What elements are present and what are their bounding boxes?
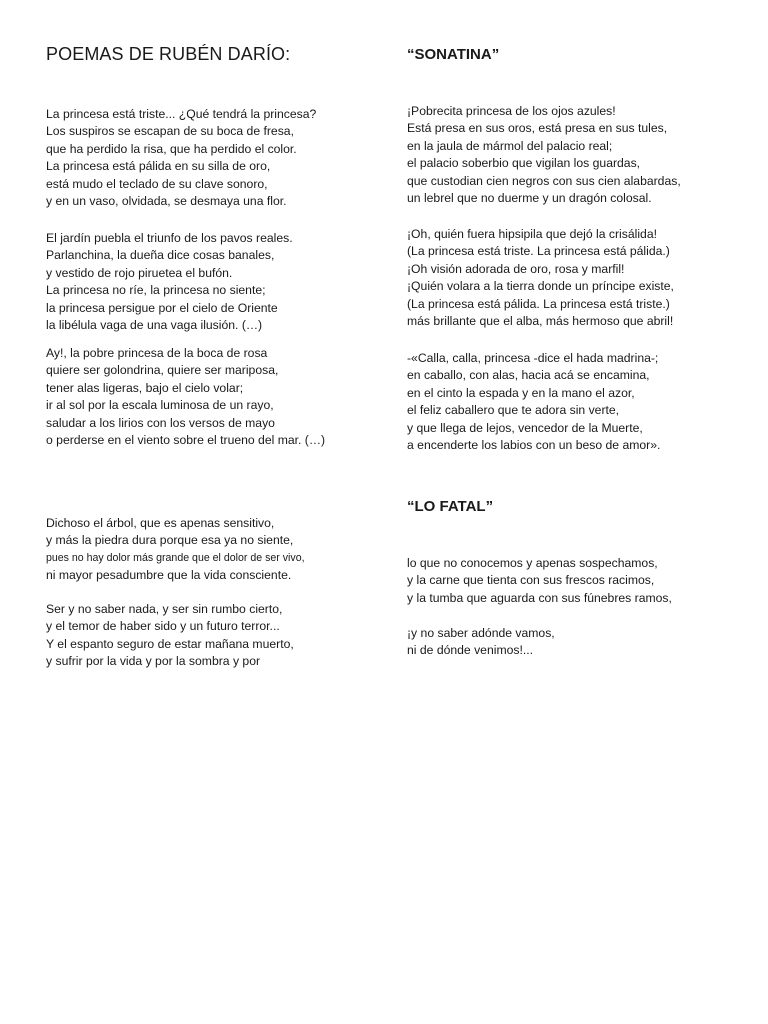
poem-line: La princesa está pálida en su silla de oro, [46, 159, 271, 174]
poem-line: en la jaula de mármol del palacio real; [407, 138, 613, 153]
stanza-sonatina-continued-3 [46, 345, 325, 449]
poem-line: Ser y no saber nada, y ser sin rumbo cierto, [46, 602, 283, 616]
poem-line: (La princesa está pálida. La princesa está triste.) [407, 296, 670, 311]
poem-line: está mudo el teclado de su clave sonoro, [46, 176, 268, 191]
poem-line: El jardín puebla el triunfo de los pavos reales. [46, 231, 293, 245]
poem-line: Está presa en sus oros, está presa en sus tules, [407, 121, 668, 136]
stanza-lo-fatal-3 [407, 555, 672, 607]
stanza-sonatina-continued-1 [46, 106, 316, 210]
poem-line: ni de dónde venimos!... [407, 643, 534, 658]
poem-line: saludar a los lirios con los versos de mayo [46, 415, 275, 430]
poem-line: más brillante que el alba, más hermoso que abril! [407, 314, 674, 329]
stanza-lo-fatal-2 [46, 601, 294, 671]
poem-line: ¡Oh visión adorada de oro, rosa y marfil! [407, 261, 625, 276]
poem-line: o perderse en el viento sobre el trueno del mar. (…) [46, 433, 326, 448]
stanza-lo-fatal-1 [46, 515, 305, 585]
poem-line: y la tumba que aguarda con sus fúnebres ramos, [407, 590, 672, 605]
poem-line: y en un vaso, olvidada, se desmaya una flor. [46, 194, 287, 209]
poem-line: ¡Pobrecita princesa de los ojos azules! [407, 104, 616, 118]
poem-line: que custodian cien negros con sus cien alabardas, [407, 173, 681, 188]
poem-line: ir al sol por la escala luminosa de un rayo, [46, 398, 274, 413]
poem-line: y más la piedra dura porque esa ya no siente, [46, 533, 294, 548]
poem-line: el feliz caballero que te adora sin verte, [407, 403, 620, 418]
heading-lo-fatal: “LO FATAL” [407, 498, 494, 515]
poem-line: en caballo, con alas, hacia acá se encamina, [407, 368, 650, 383]
poem-line: Los suspiros se escapan de su boca de fresa, [46, 124, 294, 139]
poem-line: ¡Oh, quién fuera hipsipila que dejó la crisálida! [407, 227, 657, 241]
stanza-sonatina-2 [407, 226, 674, 330]
poem-line: Dichoso el árbol, que es apenas sensitivo, [46, 516, 275, 530]
poem-line: ¡y no saber adónde vamos, [407, 626, 555, 640]
poem-line: ¡Quién volara a la tierra donde un príncipe existe, [407, 279, 674, 294]
poem-line: que ha perdido la risa, que ha perdido el color. [46, 141, 297, 156]
stanza-sonatina-1 [407, 103, 681, 207]
poem-line: y la carne que tienta con sus frescos racimos, [407, 573, 655, 588]
poem-line: y que llega de lejos, vencedor de la Muerte, [407, 420, 643, 435]
poem-line: y vestido de rojo piruetea el bufón. [46, 265, 233, 280]
heading-sonatina: “SONATINA” [407, 46, 500, 63]
poem-line: La princesa no ríe, la princesa no siente; [46, 283, 266, 298]
poem-line: Parlanchina, la dueña dice cosas banales, [46, 248, 275, 263]
poem-line: ni mayor pesadumbre que la vida consciente. [46, 568, 292, 583]
poem-line: pues no hay dolor más grande que el dolor de ser vivo, [46, 551, 305, 564]
poem-line: -«Calla, calla, princesa -dice el hada madrina-; [407, 351, 659, 365]
poem-line: el palacio soberbio que vigilan los guardas, [407, 156, 641, 171]
poem-line: lo que no conocemos y apenas sospechamos, [407, 556, 658, 570]
poem-line: y el temor de haber sido y un futuro terror... [46, 619, 280, 634]
poem-line: Y el espanto seguro de estar mañana muerto, [46, 636, 294, 651]
poem-line: un lebrel que no duerme y un dragón colosal. [407, 191, 652, 206]
poem-line: la libélula vaga de una vaga ilusión. (…) [46, 318, 263, 333]
poem-line: y sufrir por la vida y por la sombra y por [46, 654, 261, 669]
stanza-sonatina-3 [407, 350, 660, 454]
poem-line: la princesa persigue por el cielo de Oriente [46, 300, 278, 315]
poem-line: tener alas ligeras, bajo el cielo volar; [46, 380, 244, 395]
poem-line: La princesa está triste... ¿Qué tendrá la princesa? [46, 107, 317, 121]
poem-line: a encenderte los labios con un beso de amor». [407, 438, 661, 453]
poem-line: Ay!, la pobre princesa de la boca de rosa [46, 346, 268, 360]
stanza-lo-fatal-4 [407, 625, 555, 660]
poem-line: quiere ser golondrina, quiere ser mariposa, [46, 363, 279, 378]
poem-line: (La princesa está triste. La princesa está pálida.) [407, 244, 670, 259]
stanza-sonatina-continued-2 [46, 230, 293, 334]
document-title: POEMAS DE RUBÉN DARÍO: [46, 44, 291, 64]
poem-line: en el cinto la espada y en la mano el azor, [407, 385, 635, 400]
